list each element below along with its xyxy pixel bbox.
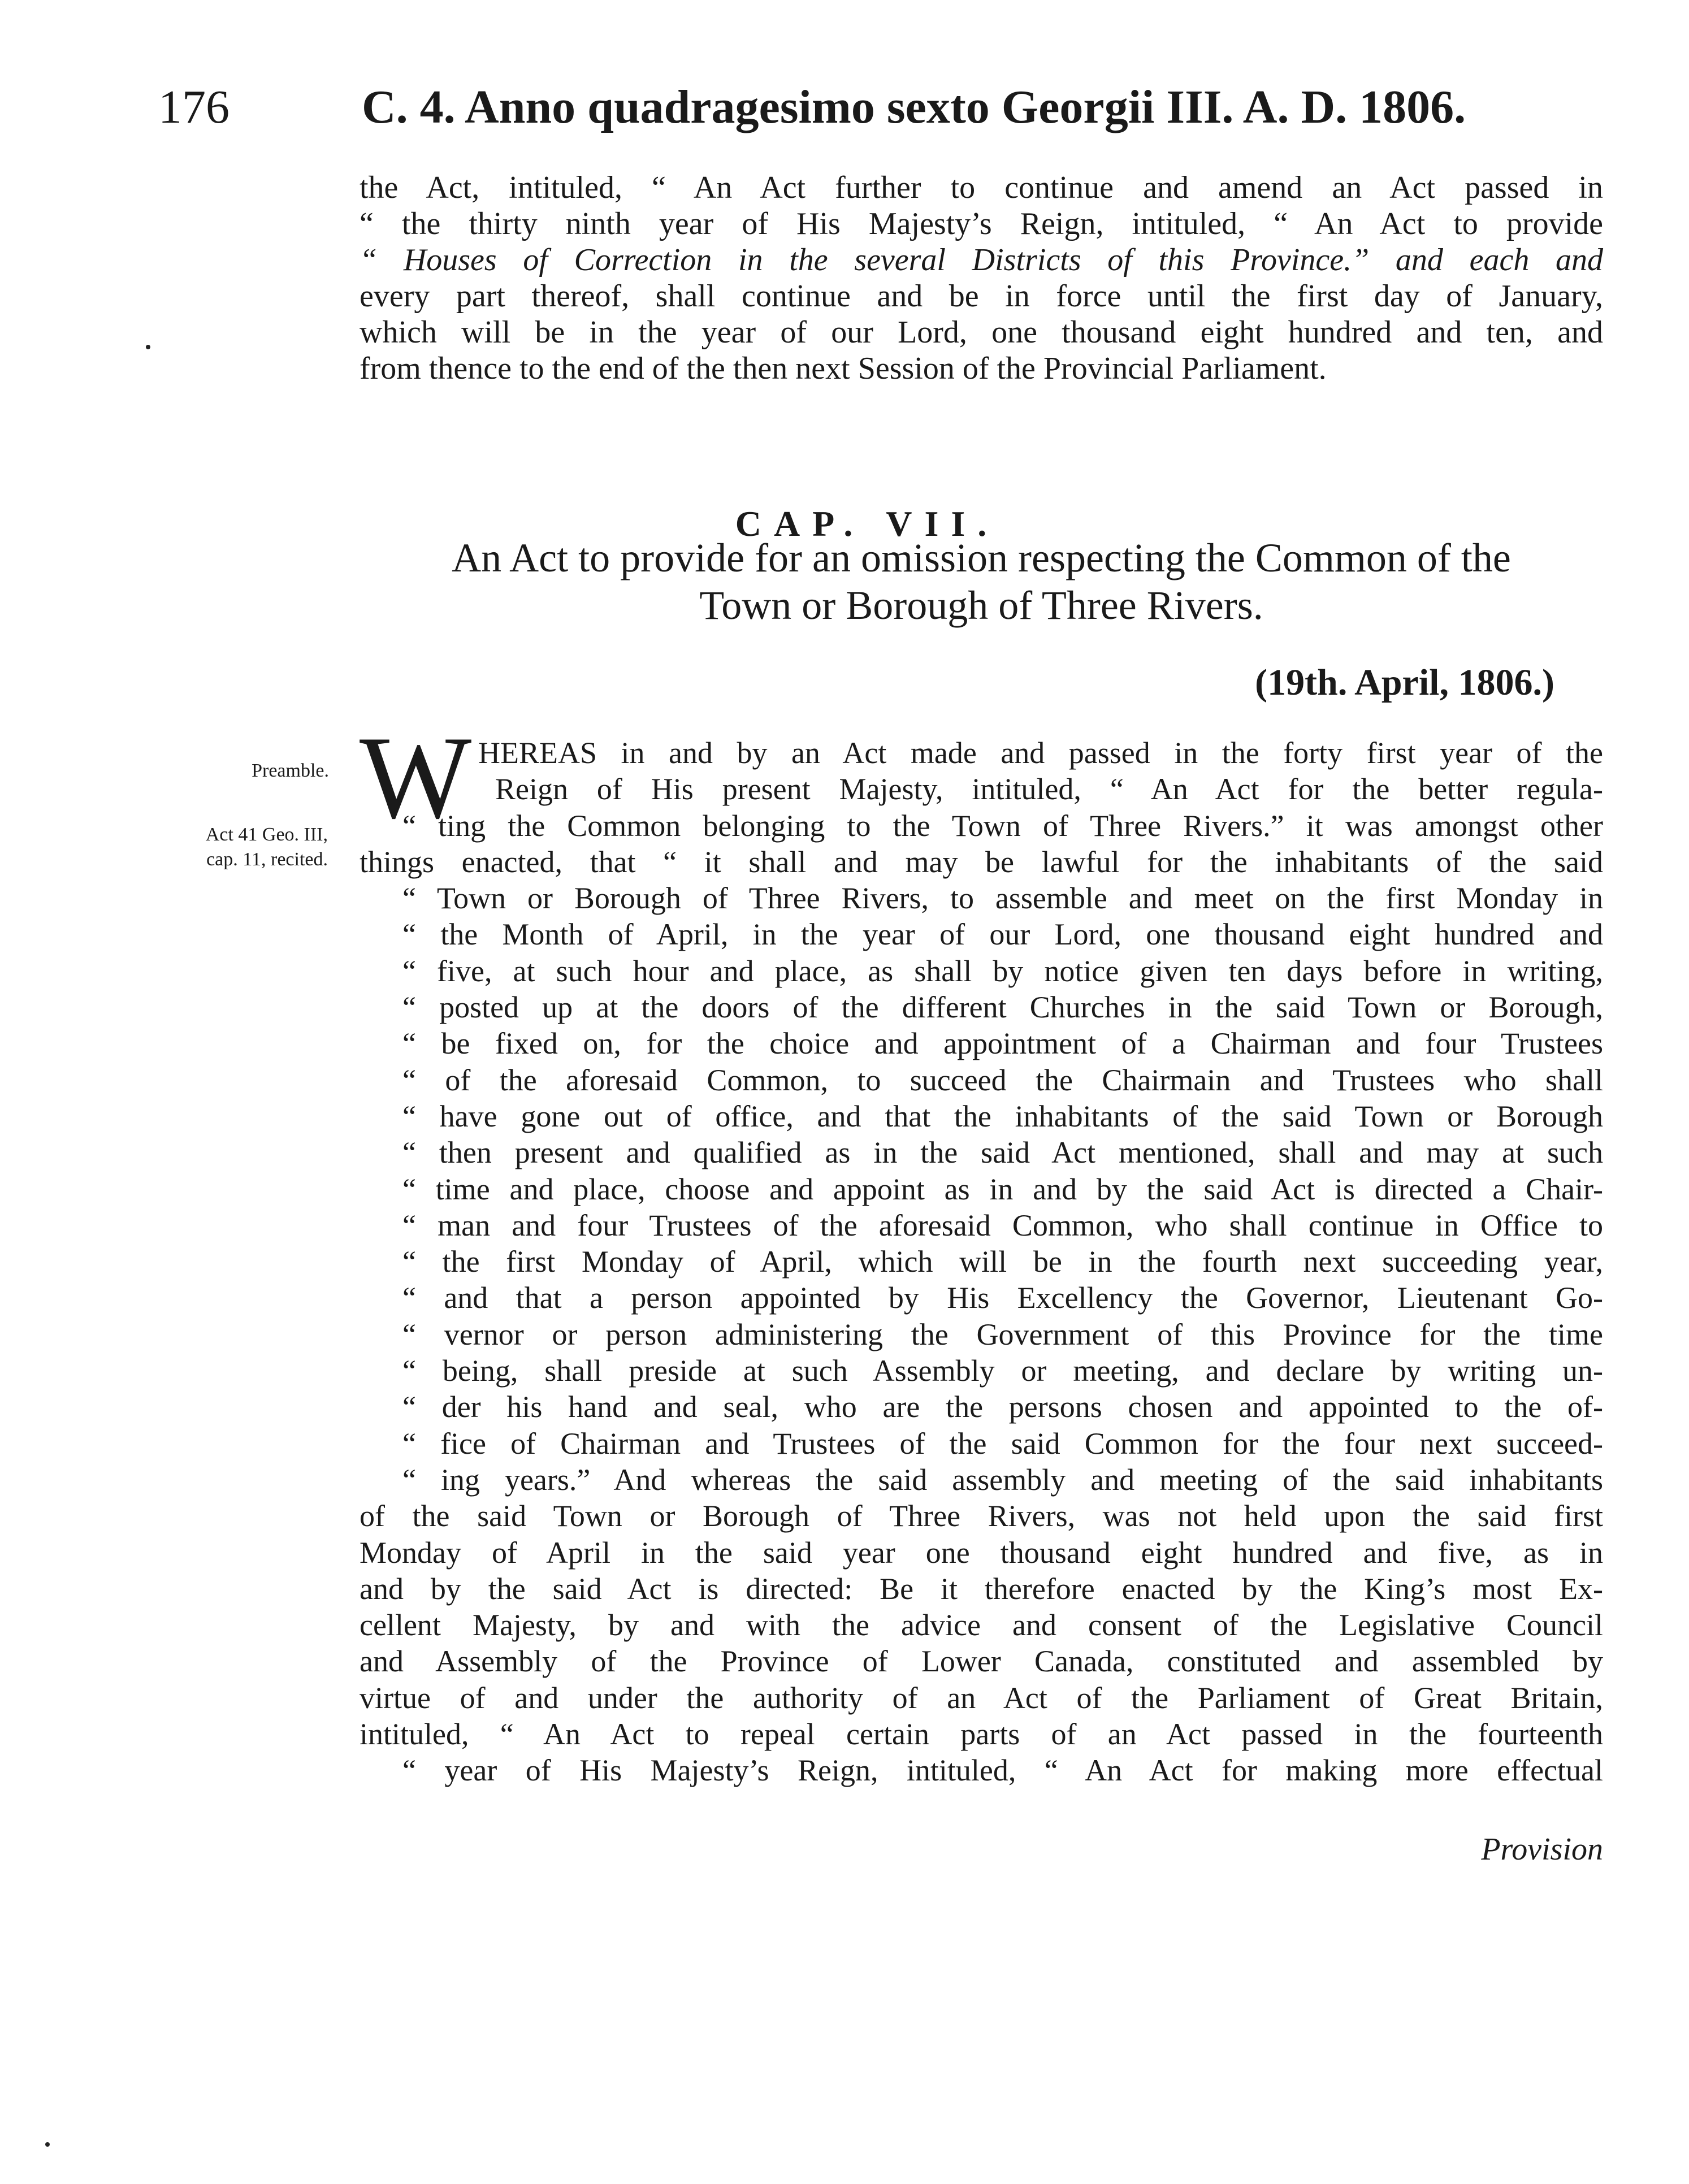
continuation-line: “ Houses of Correction in the several Districts of this Province.” and each and xyxy=(360,242,1603,278)
body-line: “ year of His Majesty’s Reign, intituled, “ An Act for making more effectual xyxy=(402,1753,1603,1788)
body-line: “ der his hand and seal, who are the persons chosen and appointed to the of- xyxy=(402,1390,1603,1424)
body-line: “ have gone out of office, and that the inhabitants of the said Town or Borough xyxy=(402,1099,1603,1133)
body-line: “ posted up at the doors of the different Churches in the said Town or Borough, xyxy=(402,990,1603,1025)
body-line: “ of the aforesaid Common, to succeed the Chairmain and Trustees who shall xyxy=(402,1063,1603,1097)
page-number: 176 xyxy=(158,81,229,133)
body-line: “ vernor or person administering the Government of this Province for the time xyxy=(402,1317,1603,1351)
body-line: “ Town or Borough of Three Rivers, to assemble and meet on the first Monday in xyxy=(402,881,1603,916)
body-line: “ the Month of April, in the year of our Lord, one thousand eight hundred and xyxy=(402,917,1603,952)
body-line: of the said Town or Borough of Three Rivers, was not held upon the said first xyxy=(360,1499,1603,1533)
body-line: “ then present and qualified as in the said Act mentioned, shall and may at such xyxy=(402,1136,1603,1170)
body-line: “ five, at such hour and place, as shall by notice given ten days before in writing, xyxy=(402,954,1603,988)
act-ref-line-1: Act 41 Geo. III, xyxy=(205,824,328,845)
body-line: things enacted, that “ it shall and may be lawful for the inhabitants of the said xyxy=(360,844,1603,879)
speck-mark xyxy=(45,2142,50,2147)
body-line: “ and that a person appointed by His Excellency the Governor, Lieutenant Go- xyxy=(402,1281,1603,1315)
body-line: HEREAS in and by an Act made and passed in the forty first year of the xyxy=(478,736,1603,770)
body-paragraph xyxy=(360,712,1603,1789)
act-title-line-2: Town or Borough of Three Rivers. xyxy=(699,583,1263,628)
catchword: Provision xyxy=(1481,1832,1603,1867)
act-title-line-1: An Act to provide for an omission respecting the Common of the xyxy=(452,535,1511,580)
continuation-paragraph xyxy=(360,170,1603,387)
page-header xyxy=(158,73,1605,141)
body-line: “ fice of Chairman and Trustees of the said Common for the four next succeed- xyxy=(402,1426,1603,1461)
body-line: “ being, shall preside at such Assembly or meeting, and declare by writing un- xyxy=(402,1354,1603,1388)
body-line: “ ing years.” And whereas the said assembly and meeting of the said inhabitants xyxy=(402,1462,1603,1497)
margin-note-preamble: Preamble. xyxy=(252,760,329,781)
continuation-line: from thence to the end of the then next Session of the Provincial Parliament. xyxy=(360,351,1327,386)
continuation-line: “ the thirty ninth year of His Majesty’s Reign, intituled, “ An Act to provide xyxy=(360,206,1603,241)
body-line: cellent Majesty, by and with the advice and consent of the Legislative Council xyxy=(360,1608,1603,1643)
margin-note-act-reference xyxy=(153,822,328,872)
continuation-line: which will be in the year of our Lord, one thousand eight hundred and ten, and xyxy=(360,315,1603,350)
body-line: “ man and four Trustees of the aforesaid Common, who shall continue in Office to xyxy=(402,1208,1603,1242)
body-line: intituled, “ An Act to repeal certain parts of an Act passed in the fourteenth xyxy=(360,1717,1603,1752)
body-line: “ ting the Common belonging to the Town of Three Rivers.” it was amongst other xyxy=(402,808,1603,843)
continuation-line: every part thereof, shall continue and be in force until the first day of January, xyxy=(360,279,1603,314)
drop-cap: W xyxy=(360,712,472,843)
body-line: and by the said Act is directed: Be it therefore enacted by the King’s most Ex- xyxy=(360,1571,1603,1606)
continuation-line: the Act, intituled, “ An Act further to continue and amend an Act passed in xyxy=(360,170,1603,205)
body-line: “ time and place, choose and appoint as in and by the said Act is directed a Chair- xyxy=(402,1172,1603,1206)
body-line: virtue of and under the authority of an Act of the Parliament of Great Britain, xyxy=(360,1680,1603,1715)
body-line: and Assembly of the Province of Lower Canada, constituted and assembled by xyxy=(360,1644,1603,1679)
body-line: “ be fixed on, for the choice and appointment of a Chairman and four Trustees xyxy=(402,1026,1603,1061)
body-line: Monday of April in the said year one thousand eight hundred and five, as in xyxy=(360,1535,1603,1570)
speck-mark xyxy=(146,345,150,349)
act-title xyxy=(360,534,1603,629)
chapter-heading: CAP. VII. xyxy=(735,504,999,544)
act-ref-line-2: cap. 11, recited. xyxy=(206,849,328,870)
body-line: “ the first Monday of April, which will be in the fourth next succeeding year, xyxy=(402,1245,1603,1279)
running-title: C. 4. Anno quadragesimo sexto Georgii III. A. D. 1806. xyxy=(362,81,1466,133)
body-line: Reign of His present Majesty, intituled, “ An Act for the better regula- xyxy=(495,772,1603,807)
act-date: (19th. April, 1806.) xyxy=(1255,662,1554,703)
